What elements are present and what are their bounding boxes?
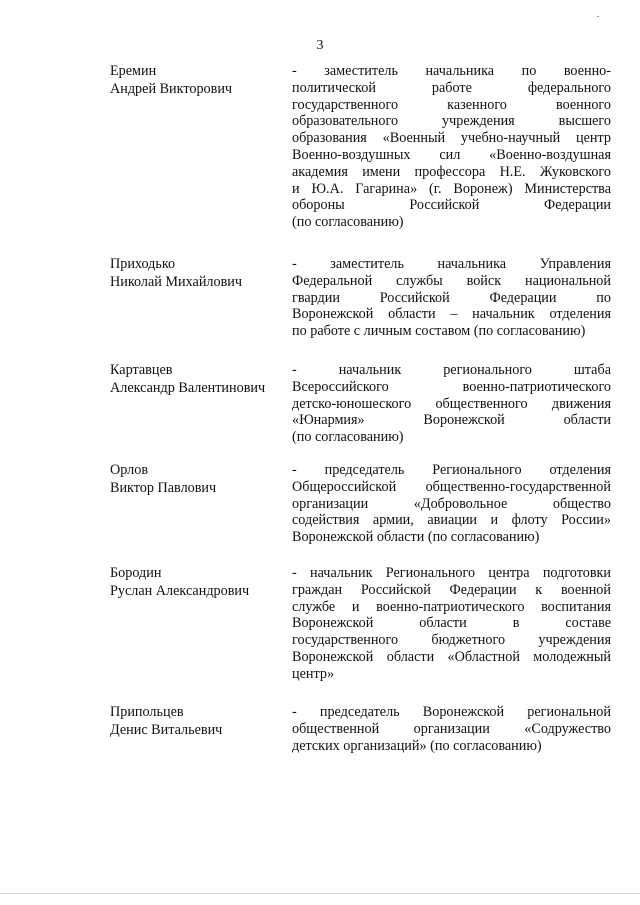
description-line: государственного бюджетного учреждения — [292, 632, 611, 649]
member-surname: Приходько — [110, 256, 176, 272]
description-line: Воронежской области «Областной молодежный — [292, 648, 611, 665]
description-line: Военно-воздушных сил «Военно-воздушная — [292, 146, 611, 163]
member-name — [110, 63, 290, 98]
description-line: содействия армии, авиации и флоту России» — [292, 512, 611, 529]
member-surname: Еремин — [110, 63, 157, 79]
description-line: «Юнармия» Воронежской области — [292, 412, 611, 429]
description-line: детско-юношеского общественного движения — [292, 395, 611, 412]
description-line: - заместитель начальника по военно- — [292, 63, 611, 79]
description-line: академия имени профессора Н.Е. Жуковского — [292, 163, 611, 180]
member-given-names: Александр Валентинович — [110, 379, 266, 396]
member-name — [110, 256, 290, 291]
description-line: обороны Российской Федерации — [292, 197, 611, 214]
description-line: и Ю.А. Гагарина» (г. Воронеж) Министерства — [292, 180, 611, 197]
member-surname: Припольцев — [110, 704, 184, 720]
description-line: организации «Добровольное общество — [292, 495, 611, 512]
page-number: 3 — [316, 38, 324, 53]
description-line: образовательного учреждения высшего — [292, 113, 611, 130]
member-given-names: Николай Михайлович — [110, 273, 243, 290]
member-name — [110, 565, 290, 600]
description-line: Общероссийской общественно-государственной — [292, 478, 611, 495]
description-line: - начальник Регионального центра подготовки — [292, 565, 611, 581]
description-line: граждан Российской Федерации к военной — [292, 581, 611, 598]
description-line: общественной организации «Содружество — [292, 720, 611, 737]
scan-edge-line — [0, 893, 640, 894]
description-line: службе и военно-патриотического воспитания — [292, 598, 611, 615]
member-name — [110, 362, 290, 397]
member-position-description — [292, 565, 611, 683]
description-line: образования «Военный учебно-научный центр — [292, 130, 611, 147]
member-surname: Орлов — [110, 462, 149, 478]
description-line: Федеральной службы войск национальной — [292, 272, 611, 289]
scan-speck — [597, 16, 599, 17]
description-line: гвардии Российской Федерации по — [292, 289, 611, 306]
member-given-names: Виктор Павлович — [110, 479, 217, 496]
member-position-description — [292, 362, 611, 446]
description-line: государственного казенного военного — [292, 96, 611, 113]
description-line: Воронежской области (по согласованию) — [292, 529, 540, 546]
member-position-description — [292, 704, 611, 754]
description-line: (по согласованию) — [292, 429, 404, 446]
member-position-description — [292, 462, 611, 546]
member-name — [110, 462, 290, 497]
description-line: центр» — [292, 665, 335, 682]
member-position-description — [292, 63, 611, 231]
description-line: - заместитель начальника Управления — [292, 256, 611, 272]
member-position-description — [292, 256, 611, 340]
member-given-names: Денис Витальевич — [110, 721, 223, 738]
description-line: - председатель Воронежской региональной — [292, 704, 611, 720]
description-line: Всероссийского военно-патриотического — [292, 378, 611, 395]
member-surname: Картавцев — [110, 362, 173, 378]
member-surname: Бородин — [110, 565, 162, 581]
description-line: - председатель Регионального отделения — [292, 462, 611, 478]
description-line: Воронежской области в составе — [292, 615, 611, 632]
member-given-names: Андрей Викторович — [110, 80, 233, 97]
member-name — [110, 704, 290, 739]
description-line: - начальник регионального штаба — [292, 362, 611, 378]
member-given-names: Руслан Александрович — [110, 582, 250, 599]
description-line: политической работе федерального — [292, 79, 611, 96]
description-line: Воронежской области – начальник отделения — [292, 306, 611, 323]
description-line: (по согласованию) — [292, 214, 404, 231]
description-line: по работе с личным составом (по согласованию) — [292, 323, 586, 340]
description-line: детских организаций» (по согласованию) — [292, 737, 542, 754]
